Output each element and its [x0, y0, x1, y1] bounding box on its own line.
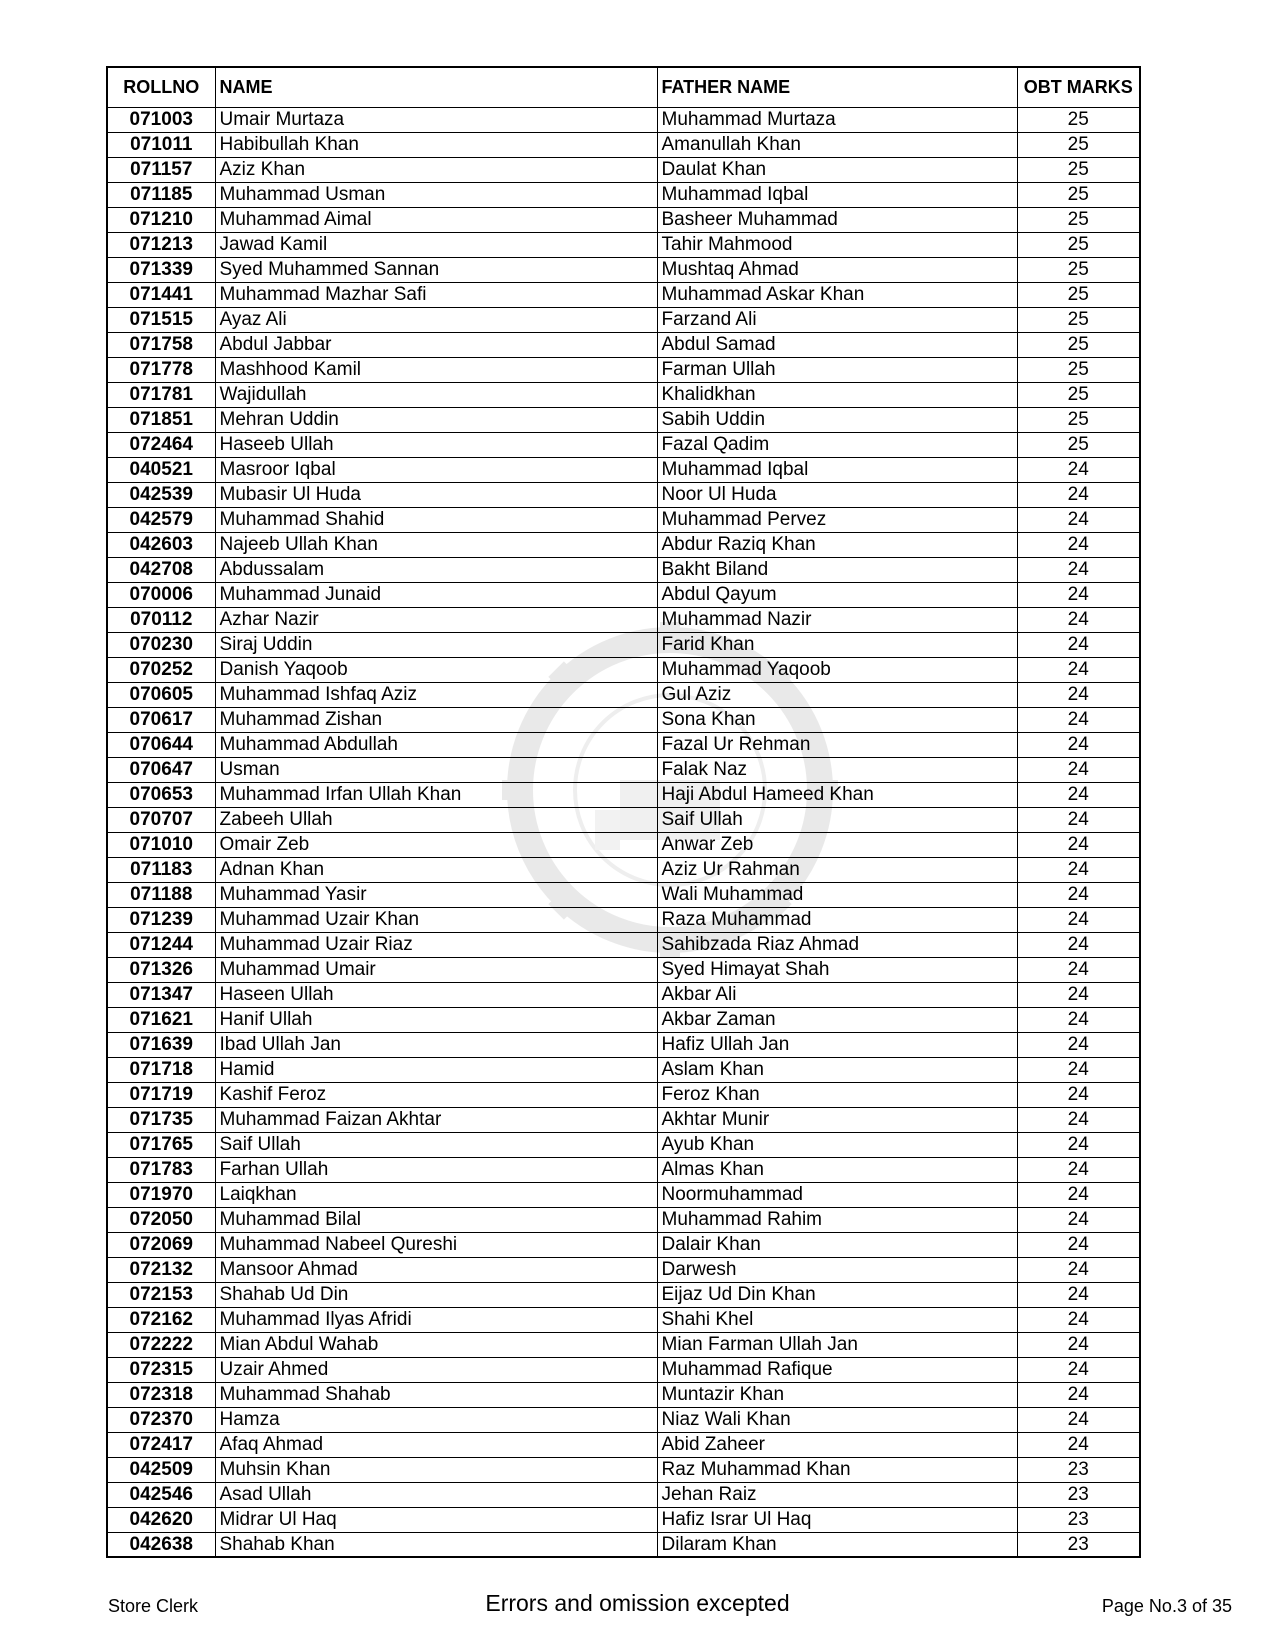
table-row — [107, 182, 1140, 207]
cell-name: Hamid — [215, 1057, 657, 1082]
cell-father-name: Farman Ullah — [657, 357, 1017, 382]
cell-name: Adnan Khan — [215, 857, 657, 882]
table-row — [107, 1407, 1140, 1432]
cell-rollno: 071011 — [107, 132, 215, 157]
table-row — [107, 1032, 1140, 1057]
cell-obt-marks: 25 — [1017, 332, 1140, 357]
cell-name: Muhammad Aimal — [215, 207, 657, 232]
cell-obt-marks: 25 — [1017, 232, 1140, 257]
cell-rollno: 071326 — [107, 957, 215, 982]
cell-father-name: Mian Farman Ullah Jan — [657, 1332, 1017, 1357]
cell-rollno: 071719 — [107, 1082, 215, 1107]
table-row — [107, 1307, 1140, 1332]
cell-obt-marks: 24 — [1017, 857, 1140, 882]
cell-rollno: 072464 — [107, 432, 215, 457]
cell-rollno: 072370 — [107, 1407, 215, 1432]
cell-obt-marks: 24 — [1017, 607, 1140, 632]
cell-rollno: 072315 — [107, 1357, 215, 1382]
cell-obt-marks: 25 — [1017, 107, 1140, 132]
cell-obt-marks: 23 — [1017, 1482, 1140, 1507]
cell-rollno: 070647 — [107, 757, 215, 782]
cell-obt-marks: 24 — [1017, 682, 1140, 707]
cell-father-name: Daulat Khan — [657, 157, 1017, 182]
cell-father-name: Mushtaq Ahmad — [657, 257, 1017, 282]
cell-rollno: 042620 — [107, 1507, 215, 1532]
cell-father-name: Dalair Khan — [657, 1232, 1017, 1257]
table-row — [107, 682, 1140, 707]
cell-name: Muhsin Khan — [215, 1457, 657, 1482]
cell-rollno: 070006 — [107, 582, 215, 607]
table-row — [107, 582, 1140, 607]
cell-father-name: Wali Muhammad — [657, 882, 1017, 907]
cell-father-name: Eijaz Ud Din Khan — [657, 1282, 1017, 1307]
header-rollno: ROLLNO — [107, 67, 215, 107]
cell-obt-marks: 24 — [1017, 1357, 1140, 1382]
cell-name: Midrar Ul Haq — [215, 1507, 657, 1532]
table-row — [107, 282, 1140, 307]
cell-obt-marks: 24 — [1017, 582, 1140, 607]
cell-name: Hamza — [215, 1407, 657, 1432]
cell-rollno: 071213 — [107, 232, 215, 257]
cell-name: Muhammad Uzair Riaz — [215, 932, 657, 957]
table-row — [107, 1232, 1140, 1257]
cell-obt-marks: 24 — [1017, 1332, 1140, 1357]
cell-rollno: 042638 — [107, 1532, 215, 1557]
cell-obt-marks: 25 — [1017, 207, 1140, 232]
cell-rollno: 042708 — [107, 557, 215, 582]
table-row — [107, 807, 1140, 832]
header-name: NAME — [215, 67, 657, 107]
cell-name: Muhammad Ishfaq Aziz — [215, 682, 657, 707]
cell-name: Muhammad Faizan Akhtar — [215, 1107, 657, 1132]
table-row — [107, 257, 1140, 282]
cell-name: Afaq Ahmad — [215, 1432, 657, 1457]
cell-obt-marks: 24 — [1017, 732, 1140, 757]
cell-obt-marks: 24 — [1017, 1207, 1140, 1232]
cell-father-name: Saif Ullah — [657, 807, 1017, 832]
table-row — [107, 957, 1140, 982]
cell-rollno: 071347 — [107, 982, 215, 1007]
cell-father-name: Sahibzada Riaz Ahmad — [657, 932, 1017, 957]
table-row — [107, 1507, 1140, 1532]
table-row — [107, 232, 1140, 257]
cell-name: Mashhood Kamil — [215, 357, 657, 382]
cell-rollno: 071621 — [107, 1007, 215, 1032]
table-row — [107, 657, 1140, 682]
cell-rollno: 071157 — [107, 157, 215, 182]
table-row — [107, 1257, 1140, 1282]
cell-obt-marks: 24 — [1017, 532, 1140, 557]
table-row — [107, 882, 1140, 907]
cell-name: Muhammad Irfan Ullah Khan — [215, 782, 657, 807]
cell-rollno: 071735 — [107, 1107, 215, 1132]
table-row — [107, 482, 1140, 507]
cell-name: Habibullah Khan — [215, 132, 657, 157]
table-row — [107, 432, 1140, 457]
cell-obt-marks: 24 — [1017, 632, 1140, 657]
cell-rollno: 071188 — [107, 882, 215, 907]
cell-name: Siraj Uddin — [215, 632, 657, 657]
cell-name: Saif Ullah — [215, 1132, 657, 1157]
table-row — [107, 1482, 1140, 1507]
cell-obt-marks: 24 — [1017, 1057, 1140, 1082]
cell-name: Omair Zeb — [215, 832, 657, 857]
cell-obt-marks: 24 — [1017, 1157, 1140, 1182]
cell-rollno: 042509 — [107, 1457, 215, 1482]
cell-name: Muhammad Uzair Khan — [215, 907, 657, 932]
cell-name: Muhammad Umair — [215, 957, 657, 982]
table-row — [107, 332, 1140, 357]
cell-rollno: 071003 — [107, 107, 215, 132]
cell-rollno: 072162 — [107, 1307, 215, 1332]
table-header-row — [107, 67, 1140, 107]
cell-name: Muhammad Shahab — [215, 1382, 657, 1407]
cell-obt-marks: 24 — [1017, 1407, 1140, 1432]
footer-disclaimer: Errors and omission excepted — [485, 1590, 790, 1616]
cell-father-name: Muhammad Rafique — [657, 1357, 1017, 1382]
cell-rollno: 070653 — [107, 782, 215, 807]
cell-father-name: Muhammad Iqbal — [657, 182, 1017, 207]
cell-rollno: 042579 — [107, 507, 215, 532]
cell-name: Shahab Ud Din — [215, 1282, 657, 1307]
cell-rollno: 070644 — [107, 732, 215, 757]
cell-father-name: Anwar Zeb — [657, 832, 1017, 857]
cell-father-name: Tahir Mahmood — [657, 232, 1017, 257]
table-row — [107, 1432, 1140, 1457]
cell-name: Masroor Iqbal — [215, 457, 657, 482]
cell-name: Syed Muhammed Sannan — [215, 257, 657, 282]
cell-father-name: Abdur Raziq Khan — [657, 532, 1017, 557]
cell-obt-marks: 24 — [1017, 882, 1140, 907]
table-row — [107, 732, 1140, 757]
header-father-name: FATHER NAME — [657, 67, 1017, 107]
cell-father-name: Syed Himayat Shah — [657, 957, 1017, 982]
cell-father-name: Muhammad Rahim — [657, 1207, 1017, 1232]
table-row — [107, 1382, 1140, 1407]
cell-rollno: 071239 — [107, 907, 215, 932]
footer-page-number: Page No.3 of 35 — [1101, 1596, 1232, 1616]
cell-name: Muhammad Mazhar Safi — [215, 282, 657, 307]
cell-father-name: Ayub Khan — [657, 1132, 1017, 1157]
cell-name: Abdussalam — [215, 557, 657, 582]
cell-rollno: 071639 — [107, 1032, 215, 1057]
table-row — [107, 532, 1140, 557]
cell-rollno: 071515 — [107, 307, 215, 332]
cell-rollno: 071441 — [107, 282, 215, 307]
cell-rollno: 070230 — [107, 632, 215, 657]
cell-obt-marks: 23 — [1017, 1507, 1140, 1532]
cell-father-name: Muhammad Iqbal — [657, 457, 1017, 482]
cell-father-name: Falak Naz — [657, 757, 1017, 782]
cell-name: Abdul Jabbar — [215, 332, 657, 357]
cell-father-name: Niaz Wali Khan — [657, 1407, 1017, 1432]
cell-name: Azhar Nazir — [215, 607, 657, 632]
table-row — [107, 1157, 1140, 1182]
cell-obt-marks: 24 — [1017, 1132, 1140, 1157]
cell-father-name: Abdul Samad — [657, 332, 1017, 357]
cell-father-name: Fazal Qadim — [657, 432, 1017, 457]
cell-rollno: 071781 — [107, 382, 215, 407]
cell-name: Muhammad Nabeel Qureshi — [215, 1232, 657, 1257]
cell-rollno: 042546 — [107, 1482, 215, 1507]
cell-rollno: 072153 — [107, 1282, 215, 1307]
cell-rollno: 072318 — [107, 1382, 215, 1407]
table-row — [107, 207, 1140, 232]
table-row — [107, 307, 1140, 332]
cell-rollno: 071339 — [107, 257, 215, 282]
cell-rollno: 070112 — [107, 607, 215, 632]
table-row — [107, 932, 1140, 957]
cell-obt-marks: 25 — [1017, 382, 1140, 407]
cell-obt-marks: 24 — [1017, 657, 1140, 682]
cell-father-name: Farzand Ali — [657, 307, 1017, 332]
cell-rollno: 071010 — [107, 832, 215, 857]
cell-obt-marks: 24 — [1017, 1007, 1140, 1032]
cell-obt-marks: 24 — [1017, 707, 1140, 732]
table-row — [107, 1132, 1140, 1157]
cell-rollno: 071758 — [107, 332, 215, 357]
cell-name: Muhammad Yasir — [215, 882, 657, 907]
cell-father-name: Noor Ul Huda — [657, 482, 1017, 507]
cell-father-name: Noormuhammad — [657, 1182, 1017, 1207]
cell-father-name: Raza Muhammad — [657, 907, 1017, 932]
cell-name: Umair Murtaza — [215, 107, 657, 132]
cell-rollno: 042603 — [107, 532, 215, 557]
cell-father-name: Muhammad Askar Khan — [657, 282, 1017, 307]
cell-obt-marks: 25 — [1017, 182, 1140, 207]
cell-obt-marks: 24 — [1017, 482, 1140, 507]
cell-name: Muhammad Usman — [215, 182, 657, 207]
cell-father-name: Muhammad Pervez — [657, 507, 1017, 532]
cell-father-name: Khalidkhan — [657, 382, 1017, 407]
cell-father-name: Muhammad Yaqoob — [657, 657, 1017, 682]
cell-father-name: Dilaram Khan — [657, 1532, 1017, 1557]
cell-obt-marks: 25 — [1017, 357, 1140, 382]
cell-obt-marks: 24 — [1017, 982, 1140, 1007]
cell-obt-marks: 24 — [1017, 782, 1140, 807]
cell-name: Zabeeh Ullah — [215, 807, 657, 832]
cell-name: Shahab Khan — [215, 1532, 657, 1557]
cell-name: Muhammad Shahid — [215, 507, 657, 532]
cell-name: Wajidullah — [215, 382, 657, 407]
cell-rollno: 072132 — [107, 1257, 215, 1282]
cell-obt-marks: 24 — [1017, 957, 1140, 982]
table-row — [107, 1057, 1140, 1082]
cell-father-name: Jehan Raiz — [657, 1482, 1017, 1507]
cell-obt-marks: 24 — [1017, 1182, 1140, 1207]
cell-father-name: Gul Aziz — [657, 682, 1017, 707]
table-row — [107, 1007, 1140, 1032]
cell-name: Muhammad Abdullah — [215, 732, 657, 757]
cell-name: Haseeb Ullah — [215, 432, 657, 457]
cell-name: Haseen Ullah — [215, 982, 657, 1007]
cell-rollno: 071778 — [107, 357, 215, 382]
cell-name: Muhammad Zishan — [215, 707, 657, 732]
table-row — [107, 782, 1140, 807]
cell-name: Usman — [215, 757, 657, 782]
cell-rollno: 070252 — [107, 657, 215, 682]
table-row — [107, 1107, 1140, 1132]
cell-father-name: Akbar Zaman — [657, 1007, 1017, 1032]
cell-obt-marks: 24 — [1017, 1107, 1140, 1132]
cell-obt-marks: 24 — [1017, 1282, 1140, 1307]
cell-name: Hanif Ullah — [215, 1007, 657, 1032]
cell-obt-marks: 24 — [1017, 1382, 1140, 1407]
table-row — [107, 382, 1140, 407]
cell-father-name: Akbar Ali — [657, 982, 1017, 1007]
header-obt-marks: OBT MARKS — [1017, 67, 1140, 107]
cell-father-name: Basheer Muhammad — [657, 207, 1017, 232]
cell-rollno: 040521 — [107, 457, 215, 482]
cell-name: Danish Yaqoob — [215, 657, 657, 682]
cell-name: Kashif Feroz — [215, 1082, 657, 1107]
cell-rollno: 071185 — [107, 182, 215, 207]
cell-father-name: Hafiz Israr Ul Haq — [657, 1507, 1017, 1532]
table-row — [107, 1457, 1140, 1482]
cell-obt-marks: 24 — [1017, 1032, 1140, 1057]
cell-rollno: 071244 — [107, 932, 215, 957]
cell-father-name: Darwesh — [657, 1257, 1017, 1282]
cell-father-name: Abdul Qayum — [657, 582, 1017, 607]
cell-rollno: 070605 — [107, 682, 215, 707]
table-row — [107, 607, 1140, 632]
cell-father-name: Shahi Khel — [657, 1307, 1017, 1332]
cell-obt-marks: 24 — [1017, 907, 1140, 932]
table-row — [107, 507, 1140, 532]
cell-obt-marks: 25 — [1017, 407, 1140, 432]
table-row — [107, 1207, 1140, 1232]
cell-rollno: 071765 — [107, 1132, 215, 1157]
table-row — [107, 857, 1140, 882]
cell-father-name: Abid Zaheer — [657, 1432, 1017, 1457]
cell-obt-marks: 24 — [1017, 557, 1140, 582]
cell-obt-marks: 25 — [1017, 132, 1140, 157]
cell-father-name: Feroz Khan — [657, 1082, 1017, 1107]
cell-obt-marks: 25 — [1017, 157, 1140, 182]
cell-obt-marks: 24 — [1017, 1432, 1140, 1457]
cell-father-name: Haji Abdul Hameed Khan — [657, 782, 1017, 807]
cell-rollno: 072069 — [107, 1232, 215, 1257]
cell-father-name: Amanullah Khan — [657, 132, 1017, 157]
cell-obt-marks: 23 — [1017, 1532, 1140, 1557]
cell-obt-marks: 24 — [1017, 832, 1140, 857]
cell-name: Mian Abdul Wahab — [215, 1332, 657, 1357]
cell-obt-marks: 24 — [1017, 1257, 1140, 1282]
cell-father-name: Akhtar Munir — [657, 1107, 1017, 1132]
table-row — [107, 707, 1140, 732]
cell-obt-marks: 24 — [1017, 457, 1140, 482]
table-row — [107, 107, 1140, 132]
cell-obt-marks: 23 — [1017, 1457, 1140, 1482]
table-row — [107, 907, 1140, 932]
cell-rollno: 071183 — [107, 857, 215, 882]
cell-rollno: 071851 — [107, 407, 215, 432]
cell-name: Muhammad Ilyas Afridi — [215, 1307, 657, 1332]
table-row — [107, 1282, 1140, 1307]
cell-father-name: Farid Khan — [657, 632, 1017, 657]
cell-father-name: Hafiz Ullah Jan — [657, 1032, 1017, 1057]
table-row — [107, 157, 1140, 182]
table-row — [107, 1182, 1140, 1207]
cell-father-name: Muntazir Khan — [657, 1382, 1017, 1407]
cell-obt-marks: 24 — [1017, 757, 1140, 782]
cell-rollno: 072050 — [107, 1207, 215, 1232]
footer-store-clerk: Store Clerk — [108, 1596, 199, 1616]
cell-name: Ibad Ullah Jan — [215, 1032, 657, 1057]
table-row — [107, 132, 1140, 157]
cell-rollno: 071718 — [107, 1057, 215, 1082]
cell-obt-marks: 24 — [1017, 932, 1140, 957]
cell-name: Najeeb Ullah Khan — [215, 532, 657, 557]
cell-rollno: 042539 — [107, 482, 215, 507]
cell-father-name: Sabih Uddin — [657, 407, 1017, 432]
table-row — [107, 757, 1140, 782]
cell-rollno: 070617 — [107, 707, 215, 732]
cell-rollno: 071970 — [107, 1182, 215, 1207]
table-row — [107, 982, 1140, 1007]
cell-rollno: 071783 — [107, 1157, 215, 1182]
cell-name: Ayaz Ali — [215, 307, 657, 332]
cell-obt-marks: 25 — [1017, 282, 1140, 307]
results-table — [106, 66, 1141, 1558]
cell-name: Jawad Kamil — [215, 232, 657, 257]
cell-rollno: 072222 — [107, 1332, 215, 1357]
cell-father-name: Muhammad Murtaza — [657, 107, 1017, 132]
cell-name: Muhammad Junaid — [215, 582, 657, 607]
cell-father-name: Aziz Ur Rahman — [657, 857, 1017, 882]
cell-name: Aziz Khan — [215, 157, 657, 182]
cell-name: Asad Ullah — [215, 1482, 657, 1507]
cell-obt-marks: 24 — [1017, 507, 1140, 532]
table-row — [107, 832, 1140, 857]
table-row — [107, 457, 1140, 482]
table-row — [107, 1082, 1140, 1107]
cell-obt-marks: 24 — [1017, 807, 1140, 832]
cell-name: Laiqkhan — [215, 1182, 657, 1207]
table-row — [107, 1357, 1140, 1382]
table-row — [107, 1532, 1140, 1557]
cell-father-name: Aslam Khan — [657, 1057, 1017, 1082]
table-row — [107, 357, 1140, 382]
cell-father-name: Almas Khan — [657, 1157, 1017, 1182]
cell-obt-marks: 25 — [1017, 432, 1140, 457]
cell-obt-marks: 24 — [1017, 1307, 1140, 1332]
cell-name: Mehran Uddin — [215, 407, 657, 432]
cell-rollno: 072417 — [107, 1432, 215, 1457]
cell-name: Farhan Ullah — [215, 1157, 657, 1182]
cell-rollno: 070707 — [107, 807, 215, 832]
table-row — [107, 632, 1140, 657]
cell-father-name: Bakht Biland — [657, 557, 1017, 582]
cell-rollno: 071210 — [107, 207, 215, 232]
table-row — [107, 407, 1140, 432]
cell-father-name: Fazal Ur Rehman — [657, 732, 1017, 757]
cell-name: Mansoor Ahmad — [215, 1257, 657, 1282]
cell-name: Mubasir Ul Huda — [215, 482, 657, 507]
cell-father-name: Sona Khan — [657, 707, 1017, 732]
cell-obt-marks: 24 — [1017, 1232, 1140, 1257]
cell-obt-marks: 25 — [1017, 307, 1140, 332]
table-row — [107, 557, 1140, 582]
cell-name: Muhammad Bilal — [215, 1207, 657, 1232]
cell-obt-marks: 25 — [1017, 257, 1140, 282]
cell-obt-marks: 24 — [1017, 1082, 1140, 1107]
table-row — [107, 1332, 1140, 1357]
cell-name: Uzair Ahmed — [215, 1357, 657, 1382]
cell-father-name: Muhammad Nazir — [657, 607, 1017, 632]
cell-father-name: Raz Muhammad Khan — [657, 1457, 1017, 1482]
